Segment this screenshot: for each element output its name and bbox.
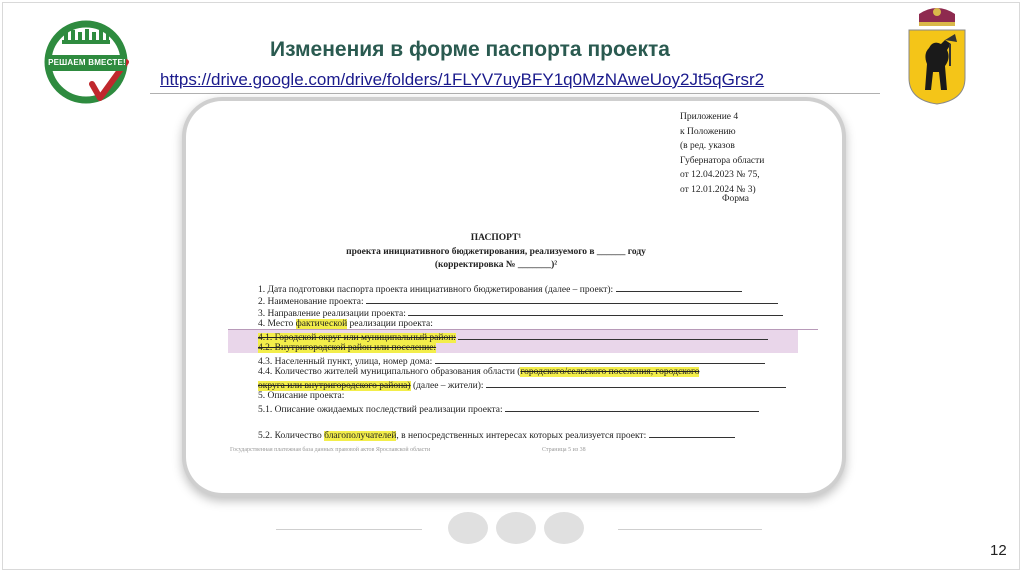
item-4: 4. Место фактической реализации проекта:: [258, 319, 433, 329]
nav-dot-2[interactable]: [496, 512, 536, 544]
nav-divider-left: [276, 529, 422, 530]
item-5-1: 5.1. Описание ожидаемых последствий реализации проекта:: [258, 402, 798, 415]
passport-document-image: [186, 101, 842, 493]
title-underline: [150, 93, 880, 94]
nav-dot-1[interactable]: [448, 512, 488, 544]
page-number: 12: [990, 542, 1007, 559]
item-1: 1. Дата подготовки паспорта проекта инициативного бюджетирования (далее – проект):: [258, 282, 798, 295]
appendix-line: от 12.01.2024 № 3): [680, 184, 756, 195]
nav-divider-right: [618, 529, 762, 530]
item-4-2: 4.2. Внутригородской район или поселение:: [258, 343, 437, 353]
appendix-note: [680, 110, 830, 197]
document-footer: Государственная платежная база данных правовой актов Ярославской области Страница 5 из 38: [230, 447, 586, 453]
appendix-line: к Положению: [680, 126, 736, 137]
form-label: Форма: [722, 194, 750, 204]
appendix-line: Приложение 4: [680, 112, 739, 122]
appendix-line: от 12.04.2023 № 75,: [680, 170, 760, 180]
passport-heading: [306, 232, 686, 273]
item-3: 3. Направление реализации проекта:: [258, 306, 798, 319]
heading-line: проекта инициативного бюджетирования, реализуемого в ______ году: [346, 246, 646, 257]
coat-of-arms-icon: [905, 4, 969, 106]
logo-caption: РЕШАЕМ ВМЕСТЕ!: [48, 55, 126, 71]
appendix-line: Губернатора области: [680, 155, 765, 166]
item-2: 2. Наименование проекта:: [258, 294, 798, 307]
heading-line: (корректировка № _______)²: [434, 260, 558, 270]
item-4-4: 4.4. Количество жителей муниципального образования области (городского/сельского поселения, городского: [258, 367, 700, 377]
item-4-3: 4.3. Населенный пункт, улица, номер дома:: [258, 354, 798, 367]
heading-line: ПАСПОРТ¹: [470, 233, 522, 243]
item-5: 5. Описание проекта:: [258, 391, 345, 401]
drive-folder-link[interactable]: https://drive.google.com/drive/folders/1FLYV7uyBFY1q0MzNAweUoy2Jt5qGrsr2: [160, 70, 765, 89]
item-4-4-cont: округа или внутригородского района) (далее – жители):: [258, 378, 798, 391]
item-5-2: 5.2. Количество благополучателей, в непосредственных интересах которых реализуется проект:: [258, 428, 798, 441]
item-4-1: 4.1. Городской округ или муниципальный район:: [258, 330, 798, 343]
slide-title: Изменения в форме паспорта проекта: [270, 38, 670, 61]
appendix-line: (в ред. указов: [680, 141, 735, 151]
nav-dot-3[interactable]: [544, 512, 584, 544]
